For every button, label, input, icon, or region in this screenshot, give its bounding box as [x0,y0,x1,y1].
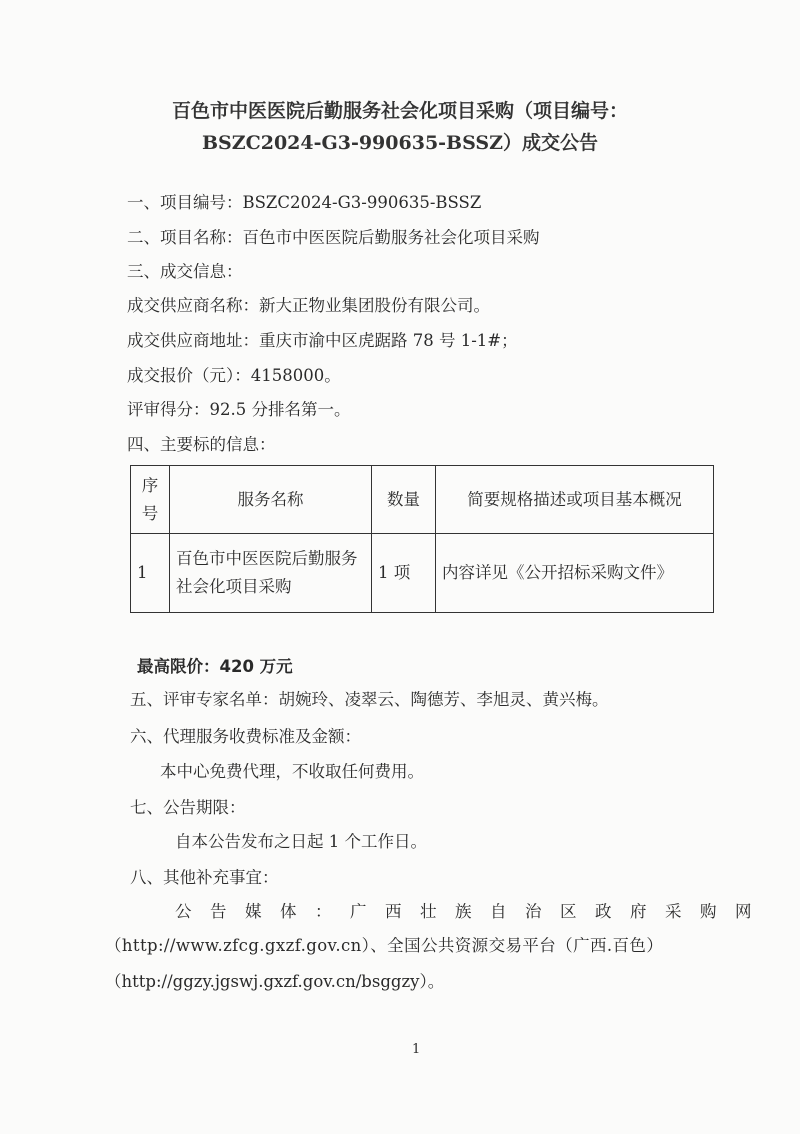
subject-table [130,465,714,613]
header-quantity: 数量 [372,466,436,534]
cell-index: 1 [131,534,170,613]
cell-service-name: 百色市中医医院后勤服务社会化项目采购 [170,534,372,613]
section-2: 二、项目名称：百色市中医医院后勤服务社会化项目采购 [127,228,540,247]
supplier-address: 成交供应商地址：重庆市渝中区虎踞路 78 号 1-1#； [127,331,518,350]
title-line-1: 百色市中医医院后勤服务社会化项目采购（项目编号： [171,100,628,122]
page-number: 1 [412,1042,421,1057]
section-8-line-2: （http://www.zfcg.gxzf.gov.cn）、全国公共资源交易平台（广西.百色） [105,936,664,955]
cell-description: 内容详见《公开招标采购文件》 [436,534,714,613]
section-6-body: 本中心免费代理，不收取任何费用。 [160,762,424,781]
section-8: 八、其他补充事宜： [130,868,279,887]
table-row [131,534,714,613]
score: 评审得分：92.5 分排名第一。 [127,400,351,419]
title-line-2: BSZC2024-G3-990635-BSSZ）成交公告 [201,132,599,154]
header-index: 序号 [131,466,170,534]
max-price: 最高限价：420 万元 [137,657,293,676]
section-8-line-1: 公告媒体：广西壮族自治区政府采购网 [175,902,770,921]
section-5: 五、评审专家名单：胡婉玲、凌翠云、陶德芳、李旭灵、黄兴梅。 [130,690,609,709]
header-service-name: 服务名称 [170,466,372,534]
supplier-name: 成交供应商名称：新大正物业集团股份有限公司。 [127,296,490,315]
section-1: 一、项目编号：BSZC2024-G3-990635-BSSZ [127,193,482,212]
section-4: 四、主要标的信息： [127,435,276,454]
header-description: 简要规格描述或项目基本概况 [436,466,714,534]
cell-quantity: 1 项 [372,534,436,613]
deal-price: 成交报价（元）：4158000。 [127,366,341,385]
section-7: 七、公告期限： [130,798,246,817]
section-7-body: 自本公告发布之日起 1 个工作日。 [175,832,427,851]
section-6: 六、代理服务收费标准及金额： [130,727,361,746]
section-3: 三、成交信息： [127,262,243,281]
table-header-row [131,466,714,534]
section-8-line-3: （http://ggzy.jgswj.gxzf.gov.cn/bsggzy）。 [105,972,445,991]
